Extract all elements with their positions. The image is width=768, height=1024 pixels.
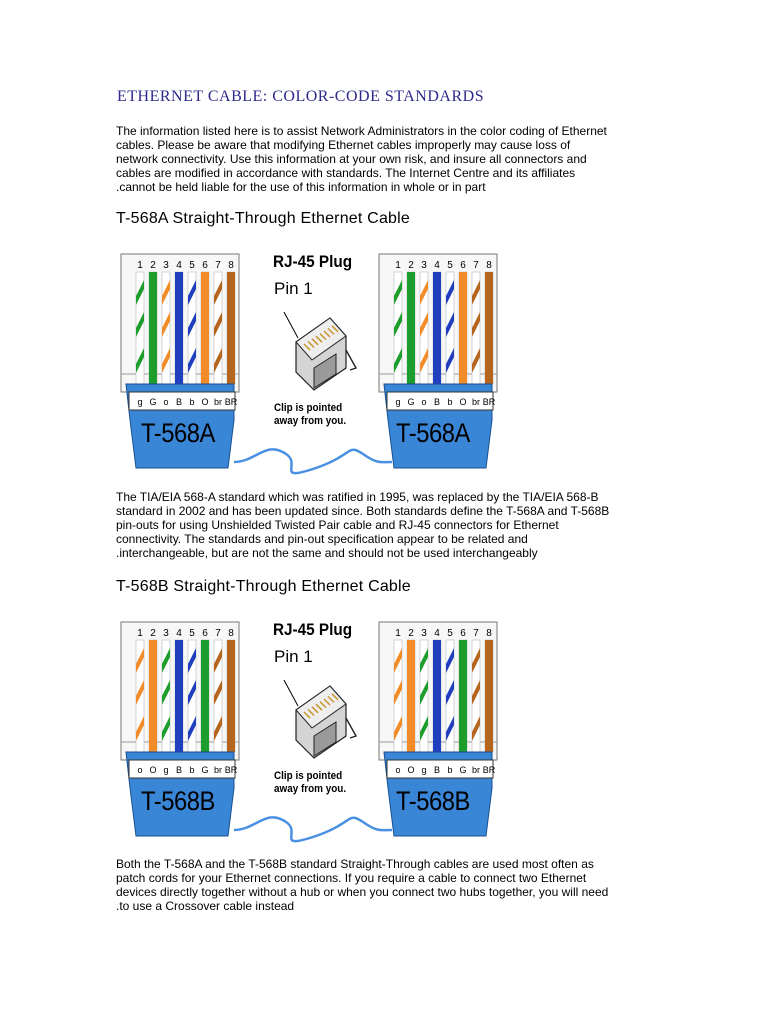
paragraph-line: pin-outs for using Unshielded Twisted Pair cable and RJ-45 connectors for Ethernet: [116, 518, 559, 532]
wire-solid: [433, 272, 441, 384]
pin-number: 3: [163, 260, 169, 271]
wire-code: br: [471, 397, 481, 407]
wire-code: BR: [224, 765, 238, 775]
wire-solid: [407, 640, 415, 752]
intro-paragraph: [116, 124, 656, 194]
wire-code: g: [395, 397, 401, 407]
rj45-plug-icon: [284, 312, 356, 390]
pin-number: 7: [473, 628, 479, 639]
standard-label-right: T-568B: [396, 786, 470, 816]
wire-code: o: [395, 765, 401, 775]
pin-number: 8: [228, 628, 234, 639]
wire-code: br: [213, 397, 223, 407]
wire-code: G: [149, 397, 157, 407]
wire-code: B: [175, 397, 183, 407]
section-heading-t568b: T-568B Straight-Through Ethernet Cable: [116, 578, 411, 595]
wire-code: BR: [224, 397, 238, 407]
pin-number: 8: [486, 628, 492, 639]
wire-code: b: [447, 397, 453, 407]
rj45-plug-title: RJ-45 Plug: [273, 252, 353, 271]
pin-number: 8: [486, 260, 492, 271]
wire-solid: [459, 272, 467, 384]
wire-code: BR: [482, 765, 496, 775]
clip-note-line: away from you.: [274, 415, 347, 427]
standard-label-left: T-568B: [141, 786, 215, 816]
plug-clip: [346, 350, 356, 370]
paragraph-line: Both the T-568A and the T-568B standard Straight-Through cables are used most often as: [116, 857, 594, 871]
wire-solid: [149, 640, 157, 752]
wire-solid: [485, 640, 493, 752]
pin-number: 3: [421, 628, 427, 639]
wire-code: o: [421, 397, 427, 407]
wire-solid: [201, 272, 209, 384]
pin-number: 3: [163, 628, 169, 639]
wire-solid: [175, 640, 183, 752]
clip-note-line: Clip is pointed: [274, 402, 343, 414]
pin-number: 7: [215, 260, 221, 271]
paragraph-line: patch cords for your Ethernet connections. If you require a cable to connect two Ethernet: [116, 871, 587, 885]
wire-code: G: [407, 397, 415, 407]
clip-note-line: away from you.: [274, 783, 347, 795]
pin-number: 8: [228, 260, 234, 271]
wire-code: g: [421, 765, 427, 775]
pin-number: 2: [408, 260, 414, 271]
t568a-diagram: [116, 250, 506, 475]
wire-code: B: [433, 397, 441, 407]
pin1-label: Pin 1: [274, 647, 313, 666]
pin-number: 3: [421, 260, 427, 271]
clip-note: [274, 770, 346, 796]
wire-code: BR: [482, 397, 496, 407]
wire-code: o: [137, 765, 143, 775]
pin-number: 4: [434, 260, 440, 271]
wire-code: G: [459, 765, 467, 775]
paragraph-line: standard in 2002 and has been updated since. Both standards define the T-568A and T-568B: [116, 504, 610, 518]
wire-code: g: [137, 397, 143, 407]
wire-solid: [433, 640, 441, 752]
page-title: ETHERNET CABLE: COLOR-CODE STANDARDS: [117, 88, 485, 105]
pin-number: 6: [202, 628, 208, 639]
wire-solid: [485, 272, 493, 384]
pin-number: 7: [473, 260, 479, 271]
intro-line: cables are modified in accordance with standards. The Internet Centre and its affiliates: [116, 166, 576, 180]
pin1-pointer: [284, 312, 298, 338]
patch-cable: [234, 817, 392, 841]
rj45-plug-title: RJ-45 Plug: [273, 620, 353, 639]
t568b-diagram: [116, 618, 506, 843]
clip-note: [274, 402, 346, 428]
pin-number: 6: [460, 260, 466, 271]
paragraph-line: connectivity. The standards and pin-out specification appear to be related and: [116, 532, 528, 546]
wire-code: b: [189, 397, 195, 407]
intro-line: cables. Please be aware that modifying Ethernet cables improperly may cause loss of: [116, 138, 571, 152]
plug-clip: [346, 718, 356, 738]
pin-number: 2: [150, 628, 156, 639]
wire-solid: [459, 640, 467, 752]
pin-number: 6: [202, 260, 208, 271]
pin-number: 6: [460, 628, 466, 639]
pin1-pointer: [284, 680, 298, 706]
pin-number: 5: [189, 628, 195, 639]
wire-code: B: [433, 765, 441, 775]
wire-solid: [227, 640, 235, 752]
intro-line: network connectivity. Use this information at your own risk, and insure all connectors and: [116, 152, 587, 166]
section-heading-t568a: T-568A Straight-Through Ethernet Cable: [116, 210, 410, 227]
wire-code: b: [447, 765, 453, 775]
pin-number: 5: [447, 628, 453, 639]
pin-number: 7: [215, 628, 221, 639]
wire-solid: [175, 272, 183, 384]
wire-code: br: [471, 765, 481, 775]
wire-code: O: [407, 765, 415, 775]
wire-code: o: [163, 397, 169, 407]
paragraph-line: .to use a Crossover cable instead: [116, 899, 295, 913]
pin-number: 4: [434, 628, 440, 639]
patch-cable: [234, 449, 392, 473]
standard-label-left: T-568A: [141, 418, 215, 448]
wire-code: br: [213, 765, 223, 775]
clip-note-line: Clip is pointed: [274, 770, 343, 782]
intro-line: .cannot be held liable for the use of this information in whole or in part: [116, 180, 486, 194]
pin-number: 1: [137, 260, 143, 271]
paragraph-line: devices directly together without a hub or when you connect two hubs together, you will need: [116, 885, 609, 899]
wire-code: G: [201, 765, 209, 775]
intro-line: The information listed here is to assist Network Administrators in the color coding of Ethernet: [116, 124, 607, 138]
pin-number: 5: [447, 260, 453, 271]
pin-number: 4: [176, 628, 182, 639]
pin-number: 2: [150, 260, 156, 271]
paragraph-line: The TIA/EIA 568-A standard which was ratified in 1995, was replaced by the TIA/EIA 568-B: [116, 490, 599, 504]
wire-solid: [407, 272, 415, 384]
wire-code: b: [189, 765, 195, 775]
standards-paragraph: [116, 490, 656, 560]
wire-code: B: [175, 765, 183, 775]
wire-code: O: [149, 765, 157, 775]
wire-solid: [227, 272, 235, 384]
pin-number: 2: [408, 628, 414, 639]
wire-solid: [149, 272, 157, 384]
closing-paragraph: [116, 857, 656, 913]
wire-code: O: [201, 397, 209, 407]
pin-number: 5: [189, 260, 195, 271]
paragraph-line: .interchangeable, but are not the same and should not be used interchangeably: [116, 546, 538, 560]
standard-label-right: T-568A: [396, 418, 470, 448]
wire-code: O: [459, 397, 467, 407]
pin-number: 1: [137, 628, 143, 639]
pin-number: 4: [176, 260, 182, 271]
pin-number: 1: [395, 628, 401, 639]
rj45-plug-icon: [284, 680, 356, 758]
pin1-label: Pin 1: [274, 279, 313, 298]
wire-code: g: [163, 765, 169, 775]
pin-number: 1: [395, 260, 401, 271]
wire-solid: [201, 640, 209, 752]
